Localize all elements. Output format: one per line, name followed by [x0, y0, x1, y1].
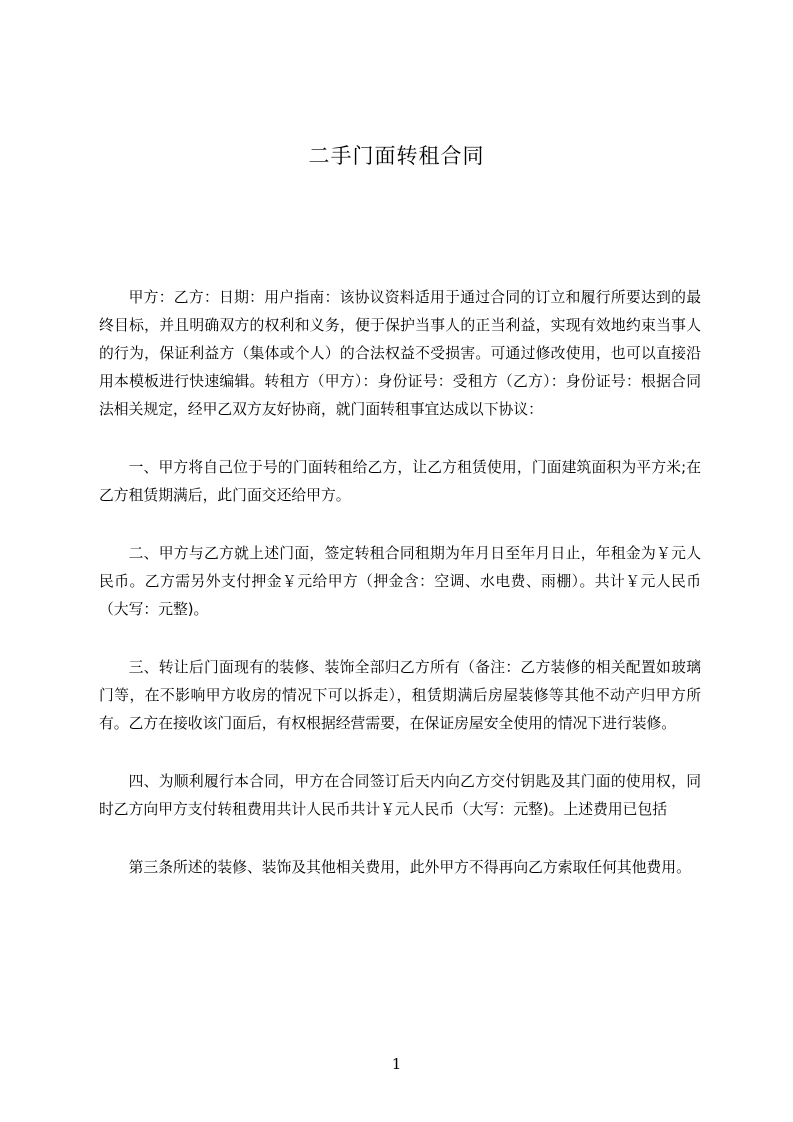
paragraph-intro: 甲方：乙方：日期：用户指南：该协议资料适用于通过合同的订立和履行所要达到的最终目标，并且明确双方的权利和义务，便于保护当事人的正当利益，实现有效地约束当事人的行为，保证利益方（集体或个人）的合法权益不受损害。可通过修改使用，也可以直接沿用本模板进行快速编辑。转租方（甲方）：身份证号：受租方（乙方）：身份证号：根据合同法相关规定，经甲乙双方友好协商，就门面转租事宜达成以下协议：	[99, 289, 701, 418]
paragraph-article-4-continued: 第三条所述的装修、装饰及其他相关费用，此外甲方不得再向乙方索取任何其他费用。	[128, 859, 691, 876]
paragraph-article-1: 一、甲方将自己位于号的门面转租给乙方，让乙方租赁使用，门面建筑面积为平方米;在乙方租赁期满后，此门面交还给甲方。	[99, 459, 701, 504]
document-title: 二手门面转租合同	[308, 144, 485, 168]
paragraph-article-2: 二、甲方与乙方就上述门面，签定转租合同租期为年月日至年月日止，年租金为￥元人民币。乙方需另外支付押金￥元给甲方（押金含：空调、水电费、雨棚）。共计￥元人民币（大写：元整)。	[99, 545, 701, 618]
document-body	[99, 284, 701, 912]
paragraph-article-4: 四、为顺利履行本合同，甲方在合同签订后天内向乙方交付钥匙及其门面的使用权，同时乙方向甲方支付转租费用共计人民币共计￥元人民币（大写：元整)。上述费用已包括	[99, 773, 701, 818]
page-number: 1	[391, 1055, 402, 1073]
paragraph-article-3: 三、转让后门面现有的装修、装饰全部归乙方所有（备注：乙方装修的相关配置如玻璃门等，在不影响甲方收房的情况下可以拆走），租赁期满后房屋装修等其他不动产归甲方所有。乙方在接收该门面后，有权根据经营需要，在保证房屋安全使用的情况下进行装修。	[99, 659, 701, 732]
